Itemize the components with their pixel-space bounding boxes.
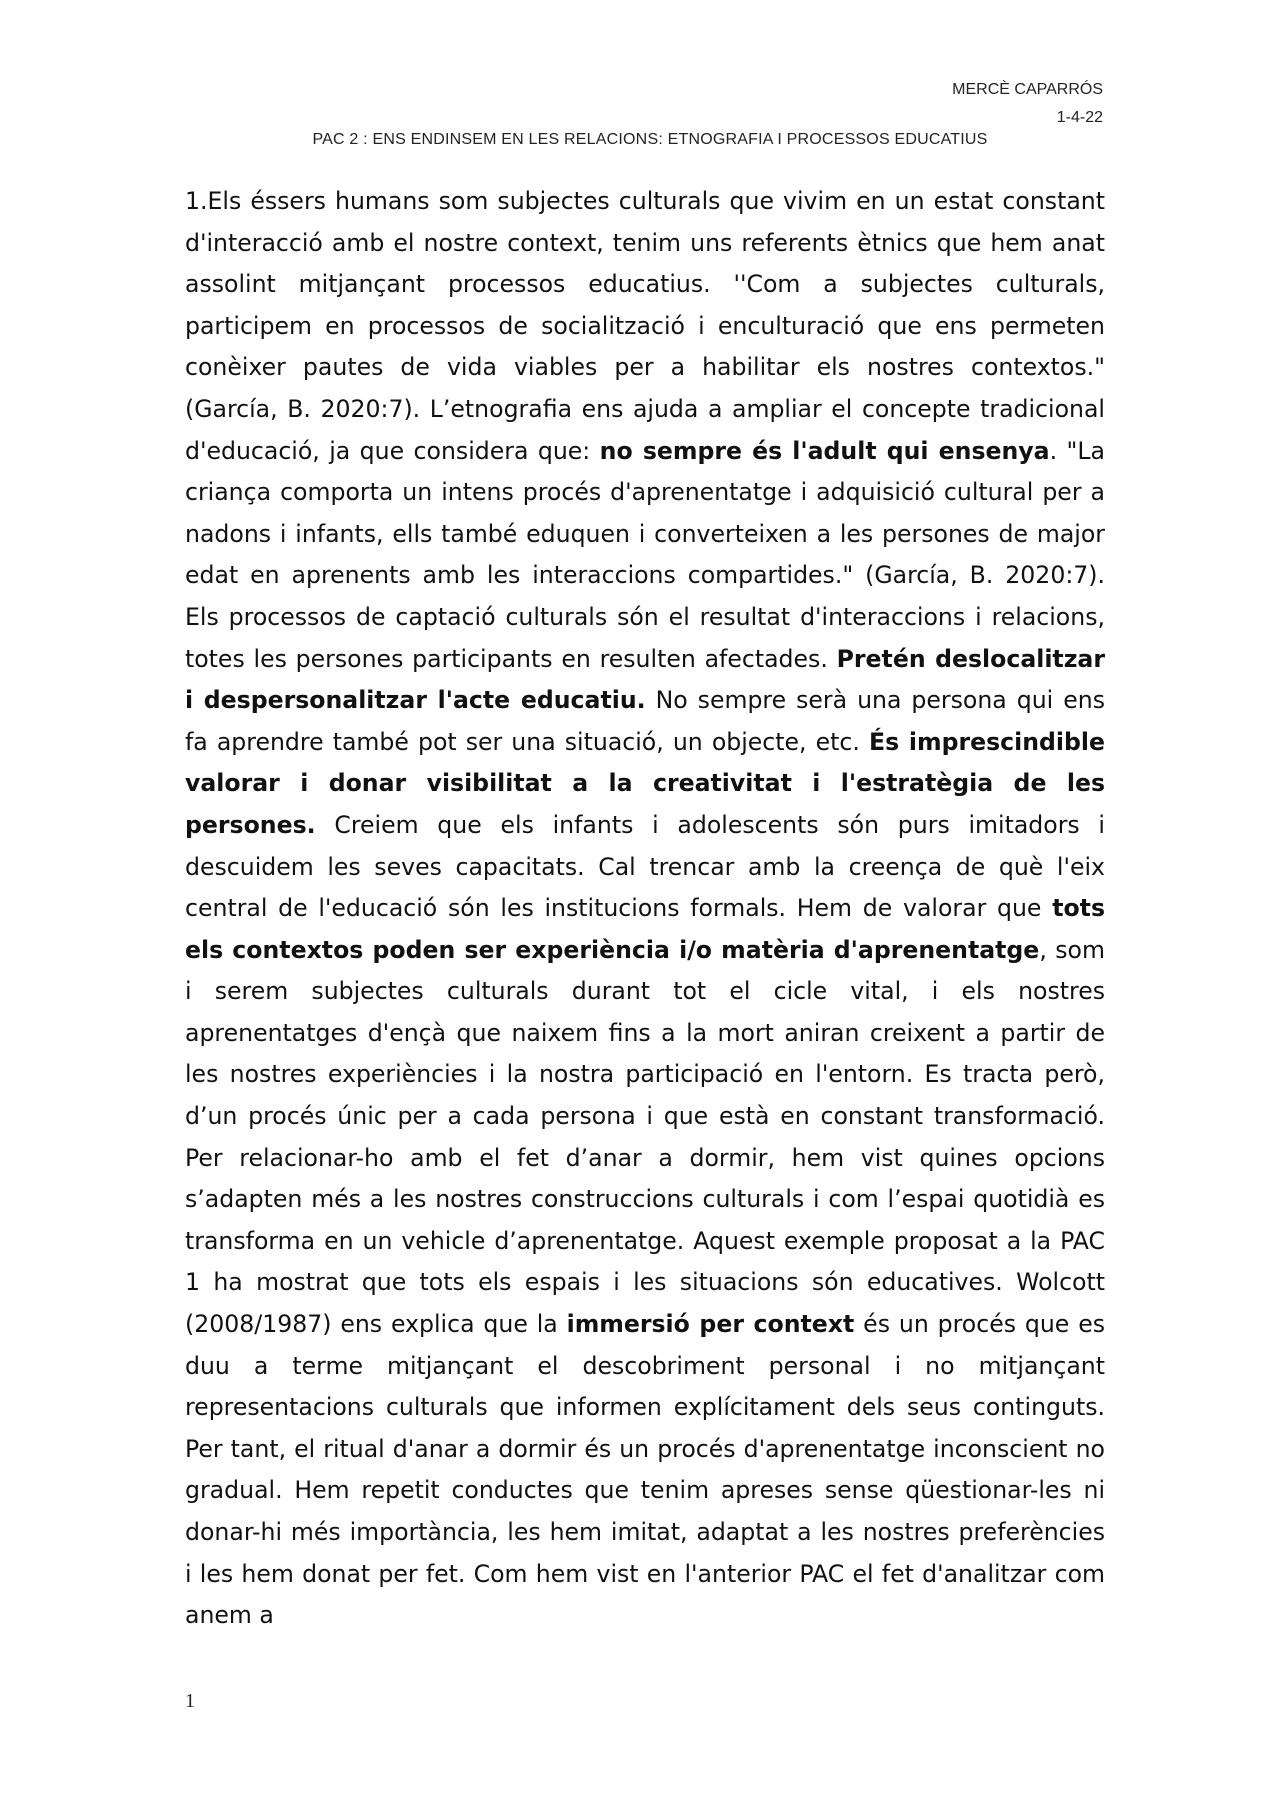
body-text-run: 1.Els éssers humans som subjectes culturals que vivim en un estat constant d'interacció amb el nostre context, tenim uns referents ètnics que hem anat assolint mitjançant processos educatius. ''Com a subjectes culturals, participem en processos de socialització i enculturació que ens permeten conèixer pautes de vida viables per a habilitar els nostres contextos." (García, B. 2020:7). L’etnografia ens ajuda a ampliar el concepte tradicional d'educació, ja que considera que: — [185, 187, 1105, 465]
emphasized-text: immersió per context — [566, 1310, 855, 1339]
document-title: PAC 2 : ENS ENDINSEM EN LES RELACIONS: ETNOGRAFIA I PROCESSOS EDUCATIUS — [312, 131, 988, 148]
document-header — [952, 76, 1103, 132]
body-text-run: és un procés que es duu a terme mitjançant el descobriment personal i no mitjançant representacions culturals que informen explícitament dels seus continguts. Per tant, el ritual d'anar a dormir és un procés d'aprenentatge inconscient no gradual. Hem repetit conductes que tenim apreses sense qüestionar-les ni donar-hi més importància, les hem imitat, adaptat a les nostres preferències i les hem donat per fet. Com hem vist en l'anterior PAC el fet d'analitzar com anem a — [185, 1310, 1106, 1630]
emphasized-text: tots els contextos poden ser experiència i/o matèria d'aprenentatge — [185, 894, 1105, 964]
emphasized-text: Pretén deslocalitzar i despersonalitzar l'acte educatiu. — [185, 644, 1105, 715]
body-text-run: Creiem que els infants i adolescents són purs imitadors i descuidem les seves capacitats. Cal trencar amb la creença de què l'eix central de l'educació són les institucions formals. Hem de valorar que — [185, 810, 1105, 923]
page-number: 1 — [185, 1690, 195, 1712]
author-name: MERCÈ CAPARRÓS — [952, 81, 1103, 98]
emphasized-text: És imprescindible valorar i donar visibilitat a la creativitat i l'estratègia de les persones. — [185, 727, 1105, 839]
body-text-run: . "La criança comporta un intens procés d'aprenentatge i adquisició cultural per a nadons i infants, ells també eduquen i converteixen a les persones de major edat en aprenents amb les interaccions compartides." (García, B. 2020:7). Els processos de captació culturals són el resultat d'interaccions i relacions, totes les persones participants en resulten afectades. — [185, 436, 1105, 673]
body-text-run: , som i serem subjectes culturals durant tot el cicle vital, i els nostres aprenentatges d'ençà que naixem fins a la mort aniran creixent a partir de les nostres experiències i la nostra participació en l'entorn. Es tracta però, d’un procés únic per a cada persona i que està en constant transformació. Per relacionar-ho amb el fet d’anar a dormir, hem vist quines opcions s’adapten més a les nostres construccions culturals i com l’espai quotidià es transforma en un vehicle d’aprenentatge. Aquest exemple proposat a la PAC 1 ha mostrat que tots els espais i les situacions són educatives. Wolcott (2008/1987) ens explica que la — [185, 935, 1105, 1339]
body-paragraph — [185, 181, 1105, 1637]
document-date: 1-4-22 — [1056, 109, 1103, 126]
emphasized-text: no sempre és l'adult qui ensenya — [599, 436, 1050, 465]
body-text-run: No sempre serà una persona qui ens fa aprendre també pot ser una situació, un objecte, etc. — [185, 686, 1105, 756]
